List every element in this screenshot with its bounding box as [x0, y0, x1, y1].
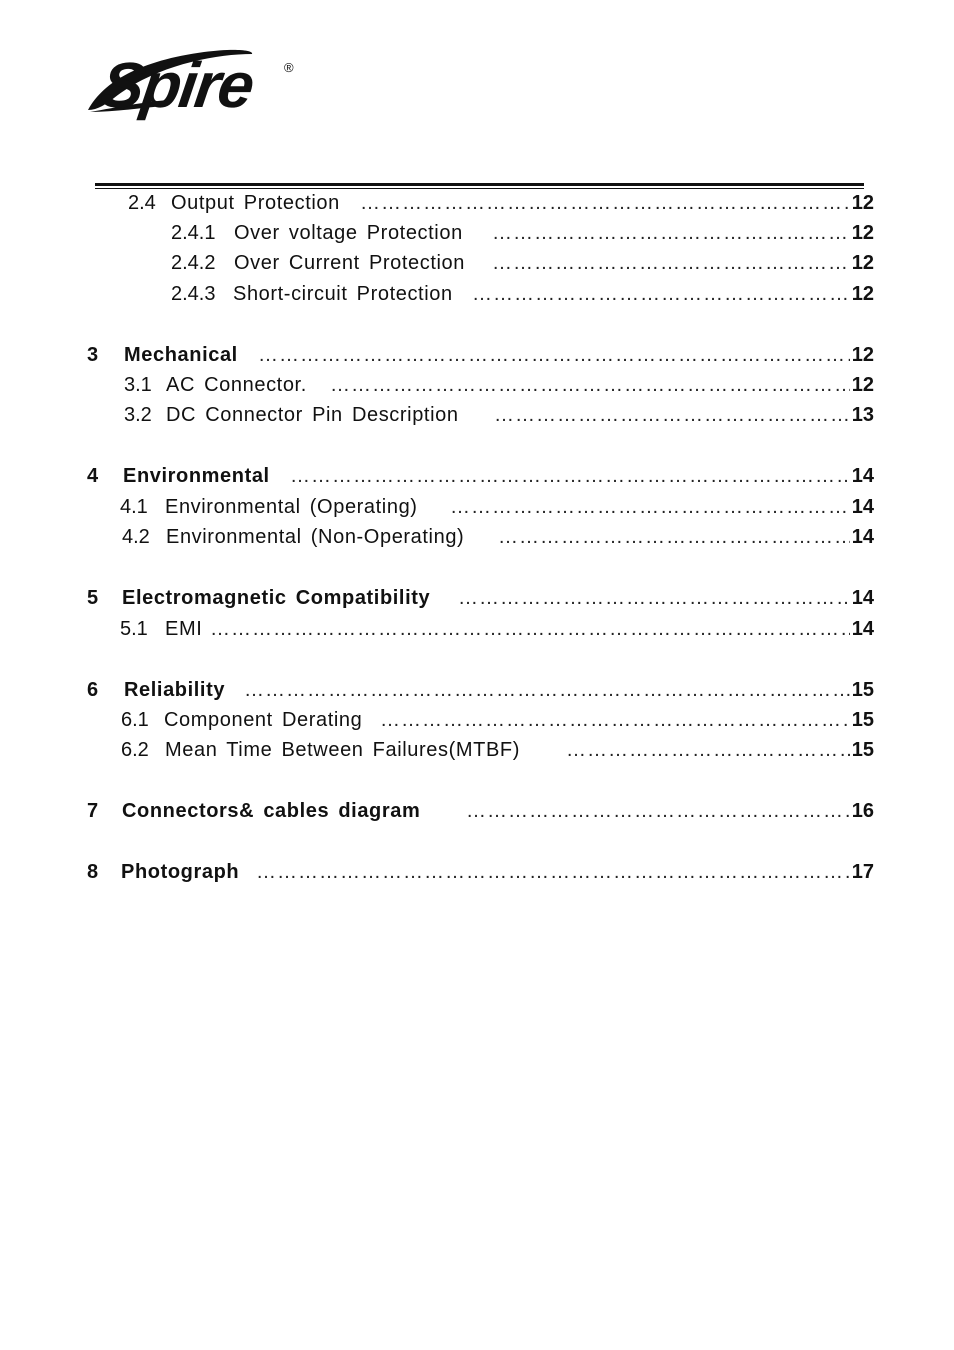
header-rule-thick	[95, 183, 864, 186]
toc-entry-number: 7	[87, 800, 99, 822]
toc-entry-number: 3.1	[124, 374, 152, 396]
toc-entry-page: 14	[851, 587, 874, 609]
toc-entry[interactable]	[0, 737, 954, 763]
toc-entry-page: 12	[851, 344, 874, 366]
toc-entry-leader	[258, 342, 874, 368]
toc-entry-leader	[498, 524, 874, 550]
toc-entry-page: 16	[851, 800, 874, 822]
toc-entry-leader	[330, 372, 874, 398]
toc-entry-number: 2.4.1	[171, 222, 216, 244]
toc-entry-leader	[494, 402, 874, 428]
toc-entry-title: Mean Time Between Failures(MTBF)	[165, 739, 520, 761]
registered-mark: ®	[284, 60, 294, 75]
toc-entry[interactable]	[0, 859, 954, 885]
toc-entry[interactable]	[0, 463, 954, 489]
toc-entry-page: 12	[851, 222, 874, 244]
toc-entry-title: Environmental (Non-Operating)	[166, 526, 465, 548]
toc-entry-page: 12	[851, 192, 874, 214]
toc-entry-leader	[466, 798, 874, 824]
toc-entry[interactable]	[0, 250, 954, 276]
toc-entry-page: 13	[851, 404, 874, 426]
toc-entry-page: 12	[851, 252, 874, 274]
toc-entry[interactable]	[0, 616, 954, 642]
toc-entry-number: 6.2	[121, 739, 149, 761]
toc-entry[interactable]	[0, 798, 954, 824]
toc-entry-leader	[492, 250, 874, 276]
toc-entry-page: 14	[851, 496, 874, 518]
toc-entry-number: 5.1	[120, 618, 148, 640]
toc-entry-title: Over voltage Protection	[234, 222, 463, 244]
toc-entry-page: 12	[851, 283, 874, 305]
toc-entry[interactable]	[0, 372, 954, 398]
toc-entry-page: 17	[851, 861, 874, 883]
toc-entry-leader	[244, 677, 874, 703]
toc-entry-number: 8	[87, 861, 99, 883]
toc-entry-title: Short-circuit Protection	[233, 283, 453, 305]
toc-entry-title: Environmental (Operating)	[165, 496, 418, 518]
toc-entry[interactable]	[0, 402, 954, 428]
toc-entry-page: 15	[851, 739, 874, 761]
toc-entry-number: 6	[87, 679, 99, 701]
toc-entry-number: 4.1	[120, 496, 148, 518]
toc-entry-leader	[458, 585, 874, 611]
toc-entry-title: Reliability	[124, 679, 226, 701]
toc-entry-number: 6.1	[121, 709, 149, 731]
toc-entry-page: 15	[851, 679, 874, 701]
toc-entry-title: Component Derating	[164, 709, 363, 731]
toc-entry-number: 5	[87, 587, 99, 609]
toc-entry-number: 3.2	[124, 404, 152, 426]
toc-entry-title: Connectors& cables diagram	[122, 800, 421, 822]
toc-entry[interactable]	[0, 585, 954, 611]
toc-entry[interactable]	[0, 190, 954, 216]
spire-logo	[84, 40, 304, 132]
toc-entry-page: 14	[851, 526, 874, 548]
toc-entry-page: 14	[851, 465, 874, 487]
logo-wordmark: Spire	[96, 49, 258, 121]
toc-entry-leader	[566, 737, 874, 763]
toc-entry-leader	[472, 281, 874, 307]
toc-entry-number: 4.2	[122, 526, 150, 548]
toc-entry-number: 2.4.3	[171, 283, 216, 305]
toc-entry[interactable]	[0, 281, 954, 307]
toc-entry-title: Output Protection	[171, 192, 340, 214]
toc-entry-title: AC Connector.	[166, 374, 307, 396]
toc-entry-title: Photograph	[121, 861, 240, 883]
toc-entry-title: Mechanical	[124, 344, 238, 366]
toc-entry-number: 2.4	[128, 192, 156, 214]
toc-entry-page: 14	[851, 618, 874, 640]
toc-entry-leader	[256, 859, 874, 885]
header-rule-thin	[95, 188, 864, 189]
toc-entry[interactable]	[0, 677, 954, 703]
toc-entry-leader	[290, 463, 874, 489]
toc-entry[interactable]	[0, 342, 954, 368]
toc-entry-title: EMI	[165, 618, 203, 640]
toc-entry-page: 12	[851, 374, 874, 396]
toc-entry-leader	[450, 494, 874, 520]
toc-entry-leader	[360, 190, 874, 216]
toc-entry-leader	[380, 707, 874, 733]
toc-entry-leader	[210, 616, 874, 642]
toc-entry-title: Environmental	[123, 465, 270, 487]
toc-entry-number: 4	[87, 465, 99, 487]
toc-entry-leader	[492, 220, 874, 246]
toc-entry-title: DC Connector Pin Description	[166, 404, 459, 426]
toc-entry-title: Electromagnetic Compatibility	[122, 587, 431, 609]
toc-entry[interactable]	[0, 524, 954, 550]
toc-entry[interactable]	[0, 707, 954, 733]
toc-entry-number: 3	[87, 344, 99, 366]
toc-entry[interactable]	[0, 494, 954, 520]
toc-entry-page: 15	[851, 709, 874, 731]
toc-entry-number: 2.4.2	[171, 252, 216, 274]
toc-entry-title: Over Current Protection	[234, 252, 465, 274]
toc-entry[interactable]	[0, 220, 954, 246]
